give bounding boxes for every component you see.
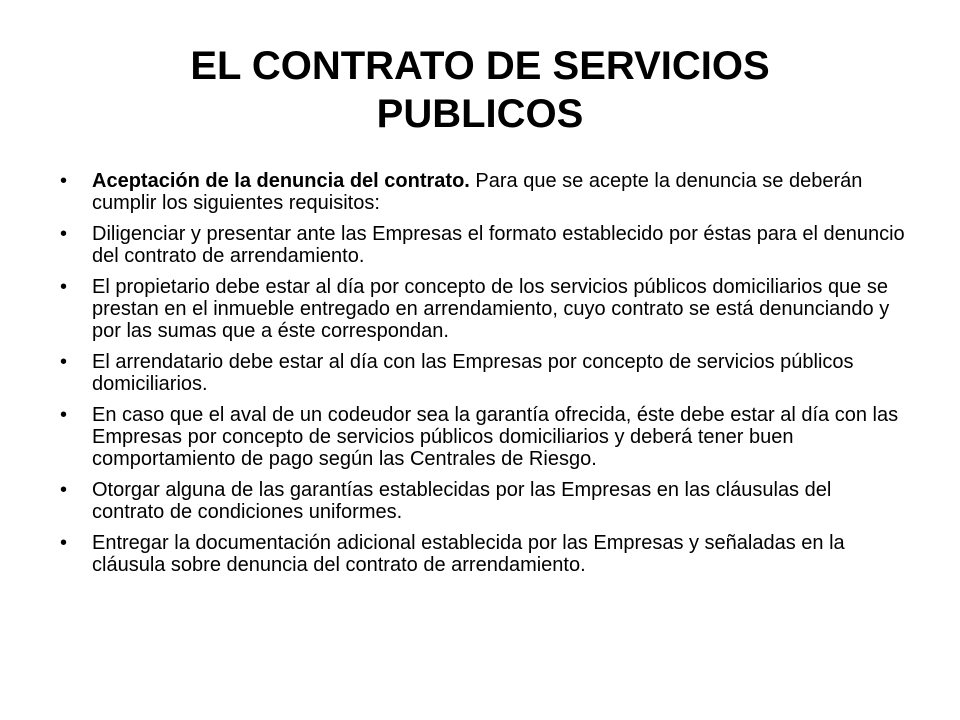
- slide-title: [60, 42, 900, 138]
- bullet-item: [55, 404, 905, 470]
- bullet-item: [55, 351, 905, 395]
- bullet-icon: •: [60, 276, 68, 298]
- bullet-text: Otorgar alguna de las garantías establecidas por las Empresas en las cláusulas del contrato de condiciones uniformes.: [92, 479, 832, 523]
- slide-title-line-2: PUBLICOS: [376, 92, 584, 136]
- bullet-item: [55, 276, 905, 342]
- bullet-item: [55, 532, 905, 576]
- bullet-icon: •: [60, 223, 68, 245]
- bullet-text: Diligenciar y presentar ante las Empresas el formato establecido por éstas para el denuncio del contrato de arrendamiento.: [92, 223, 905, 267]
- bullet-lead: Aceptación de la denuncia del contrato.: [92, 170, 470, 192]
- bullet-item: [55, 479, 905, 523]
- bullet-item: [55, 223, 905, 267]
- bullet-list: [55, 170, 905, 585]
- bullet-icon: •: [60, 170, 68, 192]
- bullet-item: [55, 170, 905, 214]
- bullet-text: Entregar la documentación adicional establecida por las Empresas y señaladas en la cláusula sobre denuncia del contrato de arrendamiento.: [92, 532, 845, 576]
- bullet-text: El propietario debe estar al día por concepto de los servicios públicos domiciliarios que se prestan en el inmueble entregado en arrendamiento, cuyo contrato se está denunciando y por las sumas que a éste correspondan.: [92, 276, 890, 342]
- bullet-text: El arrendatario debe estar al día con las Empresas por concepto de servicios públicos domiciliarios.: [92, 351, 854, 395]
- bullet-text: En caso que el aval de un codeudor sea la garantía ofrecida, éste debe estar al día con las Empresas por concepto de servicios públicos domiciliarios y deberá tener buen comportamiento de pago según las Centrales de Riesgo.: [92, 404, 899, 470]
- bullet-icon: •: [60, 404, 68, 426]
- bullet-icon: •: [60, 479, 68, 501]
- bullet-icon: •: [60, 532, 68, 554]
- bullet-icon: •: [60, 351, 68, 373]
- slide-title-line-1: EL CONTRATO DE SERVICIOS: [190, 44, 770, 88]
- bullet-text: Para que se acepte la denuncia se deberán cumplir los siguientes requisitos:: [92, 170, 863, 214]
